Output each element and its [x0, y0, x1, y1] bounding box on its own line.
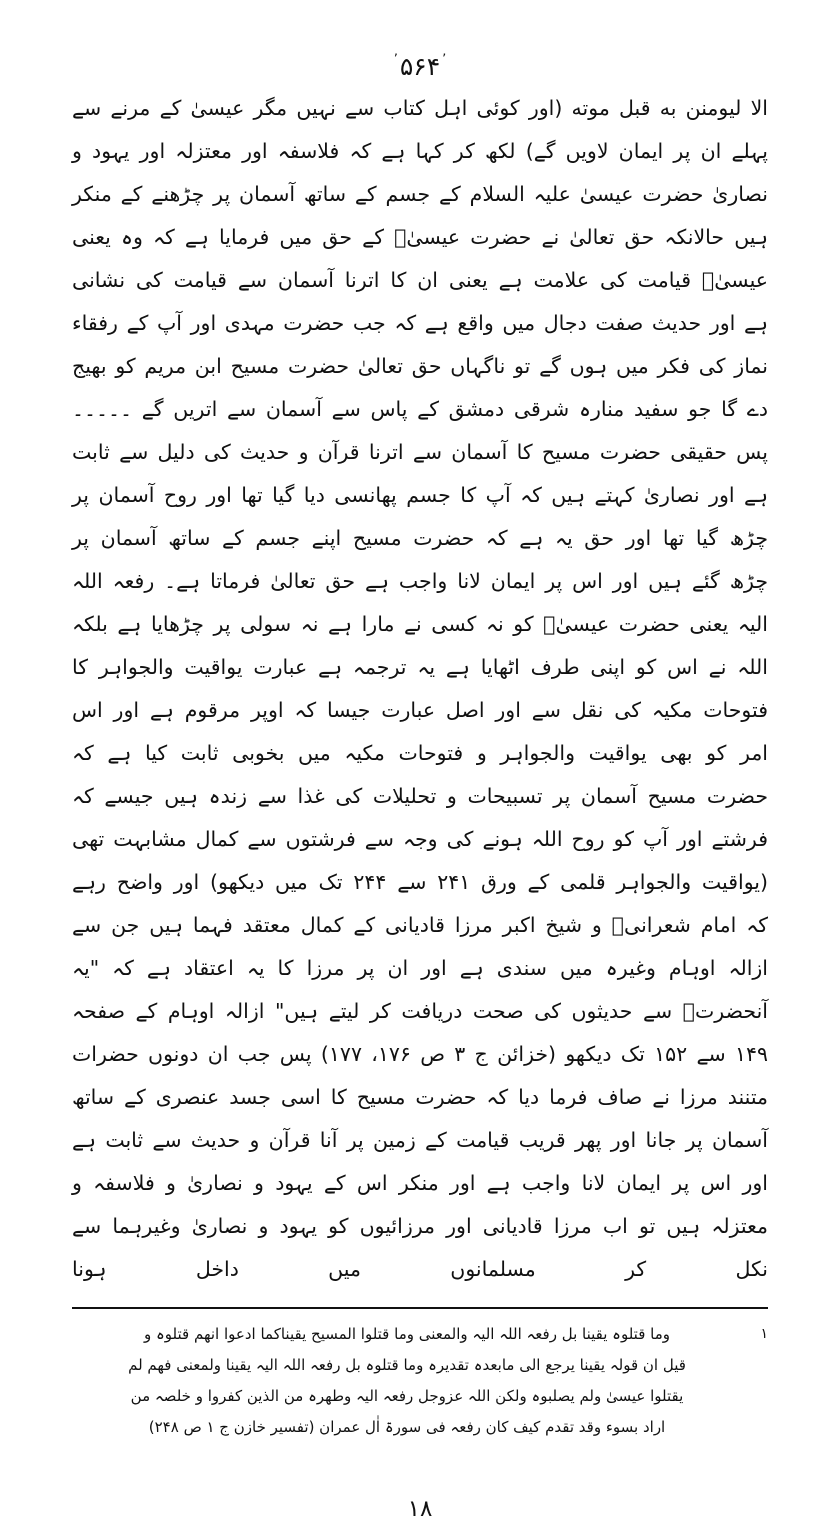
footnote-divider	[72, 1307, 768, 1309]
body-text-block	[72, 87, 768, 1291]
page-number-bottom: ۱۸	[407, 1496, 433, 1522]
page-number-tick-left: ٬	[442, 52, 447, 67]
page-number-top	[72, 52, 768, 81]
body-paragraph: الا ليومنن به قبل موته (اور کوئی اہل کتاب سے نہیں مگر عیسیٰ کے مرنے سے پہلے ان پر ایمان لاویں گے) لکھ کر کہا ہے کہ فلاسفہ اور معتزلہ اور یہود و نصاریٰ حضرت عیسیٰ علیہ السلام کے جسم کے ساتھ آسمان پر چڑھنے کے منکر ہیں حالانکہ حق تعالیٰ نے حضرت عیسیٰؑ کے حق میں فرمایا ہے کہ وہ یعنی عیسیٰؑ قیامت کی علامت ہے یعنی ان کا اترنا آسمان سے قیامت کی نشانی ہے اور حدیث صفت دجال میں واقع ہے کہ جب حضرت مہدی اور آپ کے رفقاء نماز کی فکر میں ہوں گے تو ناگہاں حق تعالیٰ حضرت مسیح ابن مریم کو بھیج دے گا جو سفید منارہ شرقی دمشق کے پاس سے آسمان سے اتریں گے ۔۔۔۔۔ پس حقیقی حضرت مسیح کا آسمان سے اترنا قرآن و حدیث کی دلیل سے ثابت ہے اور نصاریٰ کہتے ہیں کہ آپ کا جسم پھانسی دیا گیا تھا اور روح آسمان پر چڑھ گیا تھا اور حق یہ ہے کہ حضرت مسیح اپنے جسم کے ساتھ آسمان پر چڑھ گئے ہیں اور اس پر ایمان لانا واجب ہے حق تعالیٰ فرماتا ہے۔ رفعہ اللہ الیہ یعنی حضرت عیسیٰؑ کو نہ کسی نے مارا ہے نہ سولی پر چڑھایا ہے بلکہ اللہ نے اس کو اپنی طرف اٹھایا ہے یہ ترجمہ ہے عبارت یواقیت والجواہر کا فتوحات مکیہ کی نقل سے اور اصل عبارت جیسا کہ اوپر مرقوم ہے اور اس امر کو بھی یواقیت والجواہر و فتوحات مکیہ میں بخوبی ثابت کیا ہے کہ حضرت مسیح آسمان پر تسبیحات و تحلیلات کی غذا سے زندہ ہیں جیسے کہ فرشتے اور آپ کو روح اللہ ہونے کی وجہ سے فرشتوں سے کمال مشابہت تھی (یواقیت والجواہر قلمی کے ورق ۲۴۱ سے ۲۴۴ تک میں دیکھو) اور واضح رہے کہ امام شعرانیؒ و شیخ اکبر مرزا قادیانی کے کمال معتقد فہما ہیں جن سے ازالہ اوہام وغیرہ میں سندی ہے اور ان پر مرزا کا یہ اعتقاد ہے کہ "یہ آنحضرتؐ سے حدیثوں کی صحت دریافت کر لیتے ہیں" ازالہ اوہام کے صفحہ ۱۴۹ سے ۱۵۲ تک دیکھو (خزائن ج ۳ ص ۱۷۶، ۱۷۷) پس جب ان دونوں حضرات متنند مرزا نے صاف فرما دیا کہ حضرت مسیح کا اسی جسد عنصری کے ساتھ آسمان پر جانا اور پھر قریب قیامت کے زمین پر آنا قرآن و حدیث سے ثابت ہے اور اس پر ایمان لانا واجب ہے اور منکر اس کے یہود و نصاریٰ و فلاسفہ و معتزلہ ہیں تو اب مرزا قادیانی اور مرزائیوں کو یہود و نصاریٰ وغیرہما سے نکل کر مسلمانوں میں داخل ہونا	[72, 96, 768, 1281]
footnote-block	[72, 1319, 768, 1443]
footnote-line: وما قتلوہ یقینا بل رفعہ اللہ الیہ والمعنی وما قتلوا المسیح یقیناکما ادعوا انھم قتلوہ و	[144, 1325, 670, 1343]
footnote-line: اراد بسوء وقد تقدم کیف کان رفعہ فی سورۃ اٰل عمران (تفسیر خازن ج ۱ ص ۲۴۸)	[148, 1418, 666, 1436]
page-number-top-value: ۵۶۴	[399, 52, 441, 81]
footnote-marker: ۱	[760, 1326, 768, 1342]
footnote-line: قیل ان قولہ یقینا یرجع الی مابعدہ تقدیرہ وما قتلوہ بل رفعہ اللہ الیہ یقینا ولمعنی فھم لم	[128, 1356, 686, 1374]
page-number-tick-right: ٬	[393, 52, 398, 67]
footnote-line: یقتلوا عیسیٰ ولم یصلبوہ ولکن اللہ عزوجل رفعہ الیہ وطھرہ من الذین کفروا و خلصہ من	[130, 1387, 684, 1405]
